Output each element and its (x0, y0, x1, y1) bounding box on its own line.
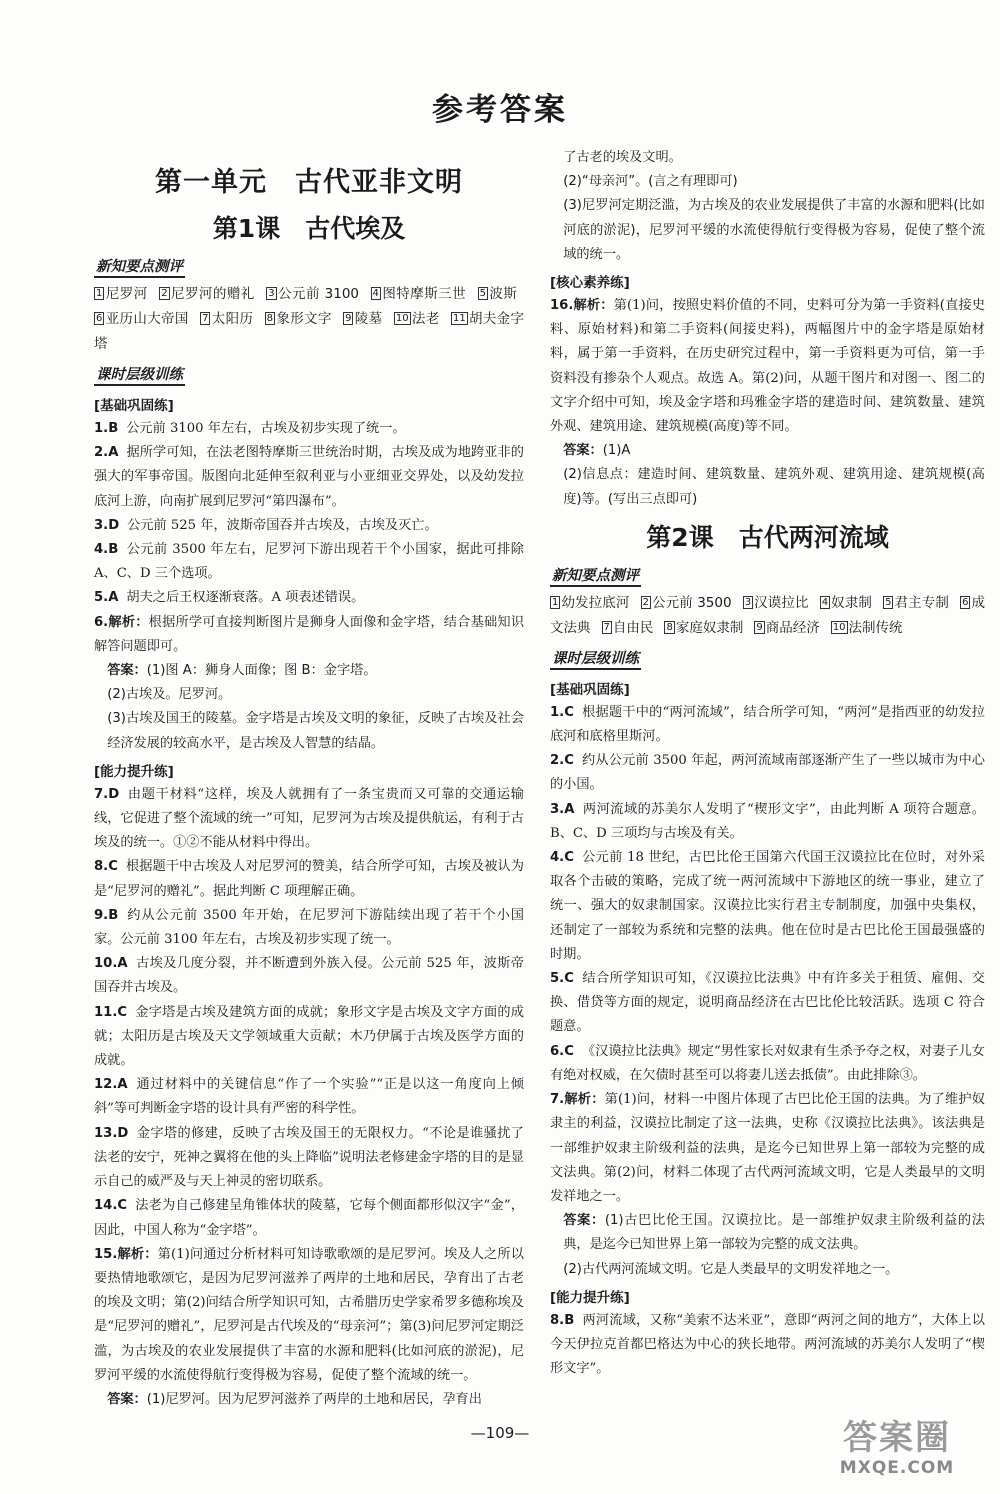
answer-item: 10.A 古埃及几度分裂，并不断遭到外族入侵。公元前 525 年，波斯帝国吞并古埃及。 (94, 956, 524, 996)
kp-text: 公元前 3100 (277, 286, 360, 302)
page-number: —109— (470, 1424, 530, 1442)
unit-title: 第一单元 古代亚非文明 (155, 167, 463, 198)
kp-text: 图特摩斯三世 (381, 286, 467, 302)
kp-number: 9 (756, 621, 763, 633)
answer-item: 9.B 约从公元前 3500 年开始，在尼罗河下游陆续出现了若干个小国家。公元前 3100 年左右，古埃及初步实现了统一。 (94, 907, 524, 948)
answer-item: 6.解析：根据所学可直接判断图片是狮身人面像和金字塔，结合基础知识解答问题即可。 (94, 614, 525, 654)
answer-item: 5.C 结合所学知识可知，《汉谟拉比法典》中有许多关于租赁、雇佣、交换、借贷等方面的规定，说明商品经济在古巴比伦比较活跃。选项 C 符合题意。 (550, 971, 985, 1035)
basic-practice-heading: [基础巩固练] (550, 681, 630, 698)
page-title: 参考答案 (432, 92, 568, 128)
answer-item: 1.B 公元前 3100 年左右，古埃及初步实现了统一。 (94, 421, 406, 436)
answer-line: 了古老的埃及文明。 (563, 150, 682, 165)
answer-item: 3.A 两河流域的苏美尔人发明了“楔形文字”，由此判断 A 项符合题意。B、C、D 三项均与古埃及有关。 (550, 801, 985, 841)
right-column (550, 146, 985, 1381)
kp-text: 亚历山大帝国 (105, 311, 189, 327)
lesson-2-title: 第2课 古代两河流域 (646, 522, 889, 552)
kp-text: 法老 (411, 311, 440, 327)
section-knowledge-heading: 新知要点测评 (550, 564, 641, 587)
kp-text: 公元前 3500 (651, 594, 732, 611)
answer-item: 4.B 公元前 3500 年左右，尼罗河下游出现若干个小国家，据此可排除 A、C、D 三个选项。 (94, 542, 524, 582)
kp-text: 法制传统 (848, 619, 903, 636)
answer-item: 5.A 胡夫之后王权逐渐衰落。A 项表述错误。 (94, 590, 365, 606)
answer-line: 答案：(1)古巴比伦王国。汉谟拉比。是一部维护奴隶主阶级利益的法典，是迄今已知世界上第一部较为完整的成文法典。 (563, 1213, 985, 1253)
answer-line: (2)信息点：建造时间、建筑数量、建筑外观、建筑用途、建筑规模(高度)等。(写出三点即可) (563, 467, 985, 507)
watermark-text: 答案圈 (843, 1418, 951, 1458)
kp-number: 9 (345, 313, 352, 324)
kp-number: 4 (821, 596, 829, 608)
kp-text: 陵墓 (354, 311, 383, 327)
kp-number: 11 (452, 313, 466, 324)
answer-line: (2)古埃及。尼罗河。 (107, 687, 232, 703)
kp-text: 胡夫金字塔 (94, 311, 525, 352)
kp-text: 君主专制 (894, 594, 949, 611)
left-column (94, 160, 524, 1412)
kp-number: 8 (266, 313, 274, 324)
answer-line: (2)古代两河流域文明。它是人类最早的文明发祥地之一。 (563, 1261, 899, 1277)
answer-item: 15.解析：第(1)问通过分析材料可知诗歌歌颂的是尼罗河。埃及人之所以要热情地歌颂它，是因为尼罗河滋养了两岸的土地和居民，孕育出了古老的埃及文明；第(2)问结合所学知识可知，古希腊历史学家希罗多德称埃及是“尼罗河的赠礼”，尼罗河是古代埃及的“母亲河”；第(3)问尼罗河定期泛滥，为古埃及的农业发展提供了丰富的水源和肥料(比如河底的淤泥)，尼罗河平缓的水流使得航行变得极为容易，促使了整个流域的统一。 (94, 1246, 524, 1383)
kp-number: 2 (642, 596, 649, 608)
kp-text: 汉谟拉比 (754, 594, 809, 611)
kp-text: 太阳历 (211, 311, 254, 327)
answer-item: 13.D 金字塔的修建，反映了古埃及国王的无限权力。“不论是谁骚扰了法老的安宁，死神之翼将在他的头上降临”说明法老修建金字塔的目的是显示自己的威严及与天上神灵的密切联系。 (94, 1125, 524, 1190)
lesson-1-title: 第1课 古代埃及 (212, 214, 406, 243)
kp-number: 7 (603, 621, 610, 633)
answer-line: (3)古埃及国王的陵墓。金字塔是古埃及文明的象征，反映了古埃及社会经济发展的较高水平，是古埃及人智慧的结晶。 (107, 711, 524, 751)
kp-text: 尼罗河 (105, 286, 148, 302)
answer-item: 14.C 法老为自己修建呈角锥体状的陵墓，它每个侧面都形似汉字“金”，因此，中国人称为“金字塔”。 (94, 1198, 524, 1238)
core-literacy-heading: [核心素养练] (550, 275, 630, 292)
kp-text: 尼罗河的赠礼 (170, 286, 255, 302)
answer-item: 4.C 公元前 18 世纪，古巴比伦王国第六代国王汉谟拉比在位时，对外采取各个击破的策略，完成了统一两河流域中下游地区的统一事业，建立了统一、强大的奴隶制国家。汉谟拉比实行君主专制制度，加强中央集权，还制定了一部较为系统和完整的法典。他在位时是古巴比伦王国最强盛的时期。 (550, 850, 985, 962)
answer-item: 11.C 金字塔是古埃及建筑方面的成就；象形文字是古埃及文字方面的成就；太阳历是古埃及天文学领域重大贡献；木乃伊属于古埃及医学方面的成就。 (94, 1004, 524, 1069)
answer-item: 8.C 根据题干中古埃及人对尼罗河的赞美，结合所学可知，古埃及被认为是“尼罗河的赠礼”。据此判断 C 项理解正确。 (94, 859, 524, 899)
ability-practice-heading: [能力提升练] (94, 763, 174, 780)
section-knowledge-heading: 新知要点测评 (94, 255, 185, 278)
ability-practice-heading: [能力提升练] (550, 1289, 630, 1306)
answer-item: 3.D 公元前 525 年，波斯帝国吞并古埃及，古埃及灭亡。 (94, 517, 438, 533)
answer-line: 答案：(1)图 A：狮身人面像；图 B：金字塔。 (107, 663, 377, 679)
answer-item: 8.B 两河流域，又称“美索不达米亚”，意即“两河之间的地方”，大体上以今天伊拉克首都巴格达为中心的狭长地带。两河流域的苏美尔人发明了“楔形文字”。 (550, 1312, 985, 1377)
kp-number: 6 (962, 596, 969, 608)
section-training-heading: 课时层级训练 (550, 647, 641, 670)
answer-item: 7.解析：第(1)问，材料一中图片体现了古巴比伦王国的法典。为了维护奴隶主的利益，汉谟拉比制定了这一法典，史称《汉谟拉比法典》。该法典是一部维护奴隶主阶级利益的法典，是迄今已知世界上第一部较为完整的成文法典。第(2)问，材料二体现了古代两河流域文明，它是人类最早的文明发祥地之一。 (550, 1092, 985, 1204)
kp-number: 3 (268, 288, 275, 299)
knowledge-points (94, 282, 524, 357)
answer-line: 答案：(1)A (563, 443, 631, 459)
kp-text: 象形文字 (276, 311, 332, 327)
kp-number: 2 (161, 288, 168, 299)
watermark-logo (812, 1418, 982, 1488)
answer-item: 12.A 通过材料中的关键信息“作了一个实验”“正是以这一角度向上倾斜”等可判断金字塔的设计具有严密的科学性。 (94, 1077, 524, 1117)
kp-number: 10 (832, 621, 846, 633)
kp-number: 5 (885, 596, 892, 608)
answer-item: 2.A 据所学可知，在法老图特摩斯三世统治时期，古埃及成为地跨亚非的强大的军事帝国。版图向北延伸至叙利亚与小亚细亚交界处，以及幼发拉底河上游，向南扩展到尼罗河“第四瀑布”。 (94, 445, 524, 509)
kp-number: 6 (96, 313, 103, 324)
answer-line: 答案：(1)尼罗河。因为尼罗河滋养了两岸的土地和居民，孕育出 (107, 1391, 482, 1407)
answer-item: 2.C 约从公元前 3500 年起，两河流域南部逐渐产生了一些以城市为中心的小国。 (550, 753, 985, 793)
kp-number: 3 (744, 596, 752, 608)
kp-text: 家庭奴隶制 (675, 619, 744, 636)
kp-number: 8 (666, 621, 673, 633)
answer-line: (2)“母亲河”。(言之有理即可) (563, 174, 738, 190)
answer-item: 6.C 《汉谟拉比法典》规定“男性家长对奴隶有生杀予夺之权，对妻子儿女有绝对权威，在欠债时甚至可以将妻儿送去抵债”。由此排除③。 (550, 1043, 985, 1083)
kp-number: 4 (372, 288, 379, 299)
kp-text: 商品经济 (765, 619, 820, 636)
kp-text: 自由民 (612, 619, 654, 636)
kp-text: 成文法典 (550, 594, 986, 636)
kp-text: 奴隶制 (831, 594, 872, 611)
watermark-url: MXQE.COM (839, 1458, 955, 1478)
kp-number: 5 (479, 288, 486, 299)
kp-text: 波斯 (488, 286, 518, 302)
answer-item: 16.解析：第(1)问，按照史料价值的不同，史料可分为第一手资料(直接史料、原始材料)和第二手资料(间接史料)，两幅图片中的金字塔是原始材料，属于第一手资料，在历史研究过程中，第一手资料更为可信，第一手资料没有掺杂个人观点。故选 A。第(2)问，从题干图片和对图一、图二的文字介绍中可知，埃及金字塔和玛雅金字塔的建造时间、建筑数量、建筑外观、建筑用途、建筑规模(高度)等不同。 (550, 298, 986, 435)
kp-text: 幼发拉底河 (561, 594, 630, 611)
answer-item: 1.C 根据题干中的“两河流域”，结合所学可知，“两河”是指西亚的幼发拉底河和底格里斯河。 (550, 704, 985, 745)
kp-number: 7 (202, 313, 209, 324)
basic-practice-heading: [基础巩固练] (94, 398, 174, 414)
section-training-heading: 课时层级训练 (94, 363, 185, 386)
kp-number: 1 (552, 596, 559, 608)
kp-number: 10 (395, 313, 409, 324)
answer-line: (3)尼罗河定期泛滥，为古埃及的农业发展提供了丰富的水源和肥料(比如河底的淤泥)，尼罗河平缓的水流使得航行变得极为容易，促使了整个流域的统一。 (563, 198, 985, 262)
knowledge-points (550, 591, 985, 641)
kp-number: 1 (96, 288, 103, 299)
answer-item: 7.D 由题干材料“这样，埃及人就拥有了一条宝贵而又可靠的交通运输线，它促进了整个流域的统一”可知，尼罗河为古埃及提供航运，有利于古埃及的统一。①②不能从材料中得出。 (94, 786, 524, 851)
